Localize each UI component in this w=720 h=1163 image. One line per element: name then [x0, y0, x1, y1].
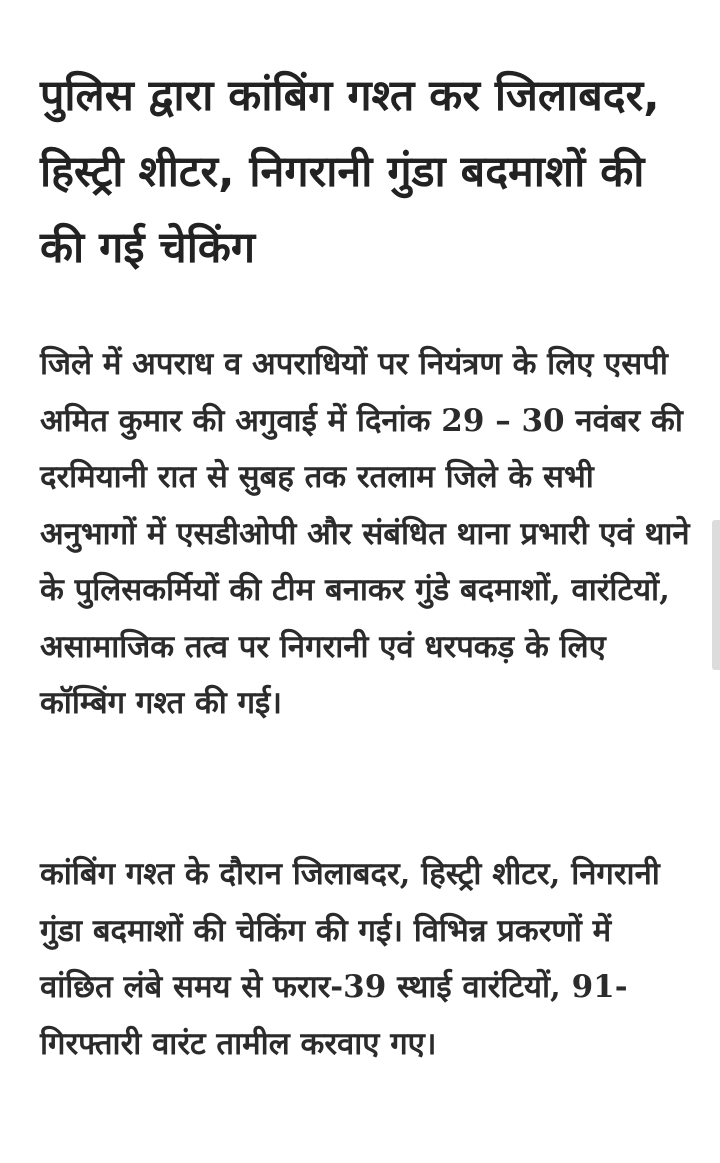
article: [40, 58, 690, 1062]
article-paragraph-1: जिले में अपराध व अपराधियों पर नियंत्रण के लिए एसपी अमित कुमार की अगुवाई में दिनांक 29 – 30 नवंबर की दरमियानी रात से सुबह तक रतलाम जिले के सभी अनुभागों में एसडीओपी और संबंधित थाना प्रभारी एवं थाने के पुलिसकर्मियों की टीम बनाकर गुंडे बदमाशों, वारंटियों, असामाजिक तत्व पर निगरानी एवं धरपकड़ के लिए कॉम्बिंग गश्त की गई।: [40, 346, 690, 721]
scrollbar-thumb[interactable]: [712, 520, 720, 670]
article-paragraph-2: कांबिंग गश्त के दौरान जिलाबदर, हिस्ट्री शीटर, निगरानी गुंडा बदमाशों की चेकिंग की गई। विभिन्न प्रकरणों में वांछित लंबे समय से फरार-39 स्थाई वारंटियों, 91-गिरफ्तारी वारंट तामील करवाए गए।: [40, 856, 660, 1062]
article-headline: पुलिस द्वारा कांबिंग गश्त कर जिलाबदर, हिस्ट्री शीटर, निगरानी गुंडा बदमाशों की की गई चेकिंग: [40, 71, 660, 273]
